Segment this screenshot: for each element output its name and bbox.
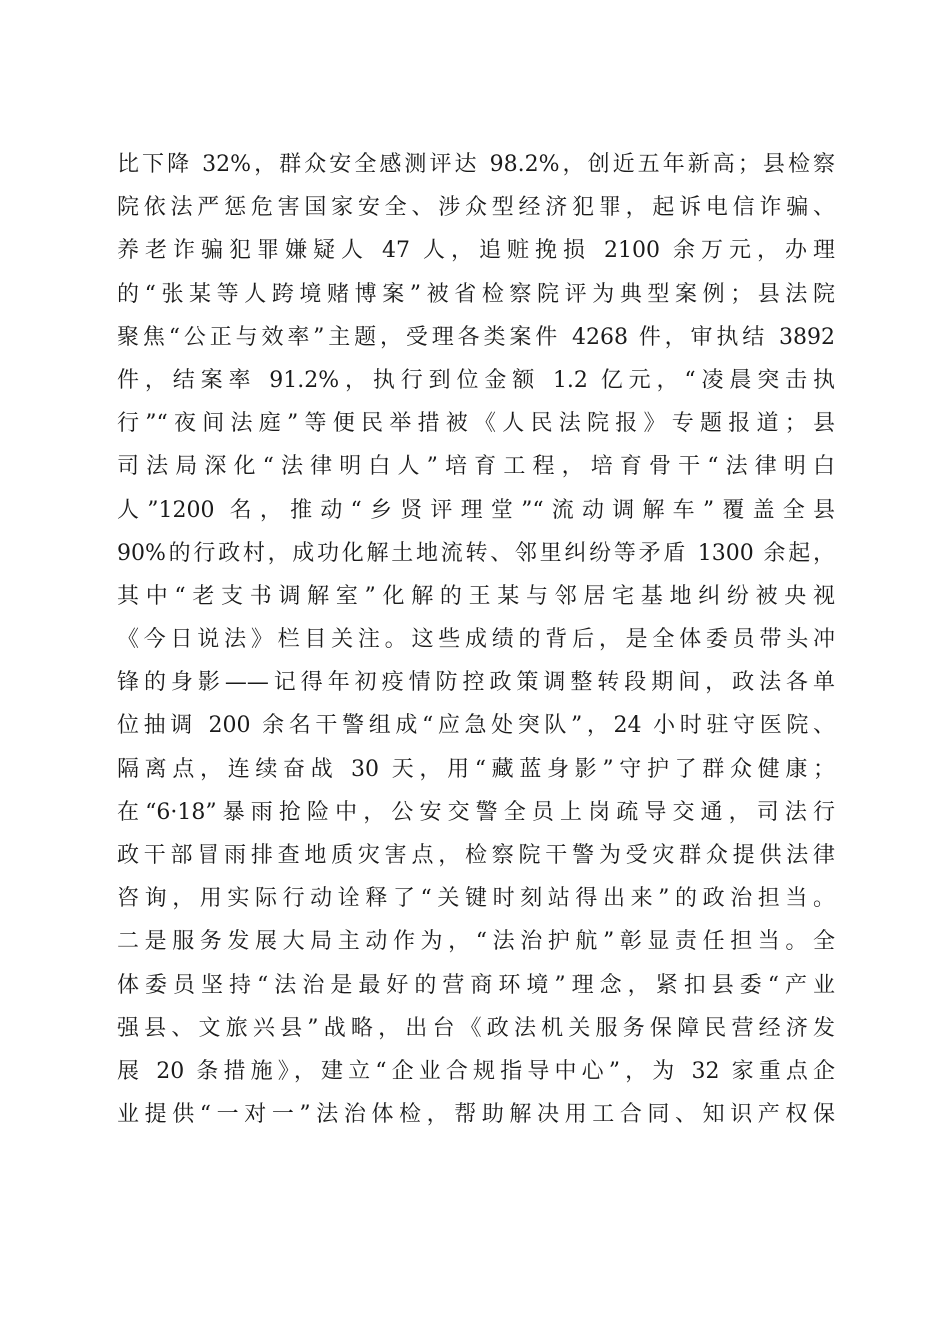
text-line: 咨询，用实际行动诠释了“关键时刻站得出来”的政治担当。	[117, 886, 835, 912]
text-line: 展 20 条措施》，建立“企业合规指导中心”，为 32 家重点企	[117, 1058, 835, 1084]
text-line: 体委员坚持“法治是最好的营商环境”理念，紧扣县委“产业	[117, 972, 835, 998]
text-line: 《今日说法》栏目关注。这些成绩的背后，是全体委员带头冲	[117, 627, 835, 653]
text-line: 人”1200 名，推动“乡贤评理堂”“流动调解车”覆盖全县	[117, 497, 835, 523]
text-line: 强县、文旅兴县”战略，出台《政法机关服务保障民营经济发	[117, 1015, 835, 1041]
text-line: 的“张某等人跨境赌博案”被省检察院评为典型案例；县法院	[117, 281, 835, 307]
text-line: 隔离点，连续奋战 30 天，用“藏蓝身影”守护了群众健康；	[117, 756, 835, 782]
text-line: 行”“夜间法庭”等便民举措被《人民法院报》专题报道；县	[117, 411, 835, 437]
text-line: 聚焦“公正与效率”主题，受理各类案件 4268 件，审执结 3892	[117, 324, 835, 350]
text-line: 位抽调 200 余名干警组成“应急处突队”，24 小时驻守医院、	[117, 713, 835, 739]
text-line: 司法局深化“法律明白人”培育工程，培育骨干“法律明白	[117, 454, 835, 480]
text-line: 在“6·18”暴雨抢险中，公安交警全员上岗疏导交通，司法行	[117, 799, 835, 825]
text-line: 90%的行政村，成功化解土地流转、邻里纠纷等矛盾 1300 余起，	[117, 540, 835, 566]
text-line: 件，结案率 91.2%，执行到位金额 1.2 亿元，“凌晨突击执	[117, 367, 835, 393]
text-line: 二是服务发展大局主动作为，“法治护航”彰显责任担当。全	[117, 929, 835, 955]
body-paragraph	[117, 143, 835, 1136]
text-line: 养老诈骗犯罪嫌疑人 47 人，追赃挽损 2100 余万元，办理	[117, 238, 835, 264]
text-line: 锋的身影——记得年初疫情防控政策调整转段期间，政法各单	[117, 670, 835, 696]
text-line: 业提供“一对一”法治体检，帮助解决用工合同、知识产权保	[117, 1102, 835, 1128]
text-line: 院依法严惩危害国家安全、涉众型经济犯罪，起诉电信诈骗、	[117, 195, 835, 221]
text-line: 政干部冒雨排查地质灾害点，检察院干警为受灾群众提供法律	[117, 843, 835, 868]
text-line: 其中“老支书调解室”化解的王某与邻居宅基地纠纷被央视	[117, 583, 835, 609]
text-line: 比下降 32%，群众安全感测评达 98.2%，创近五年新高；县检察	[117, 152, 835, 177]
